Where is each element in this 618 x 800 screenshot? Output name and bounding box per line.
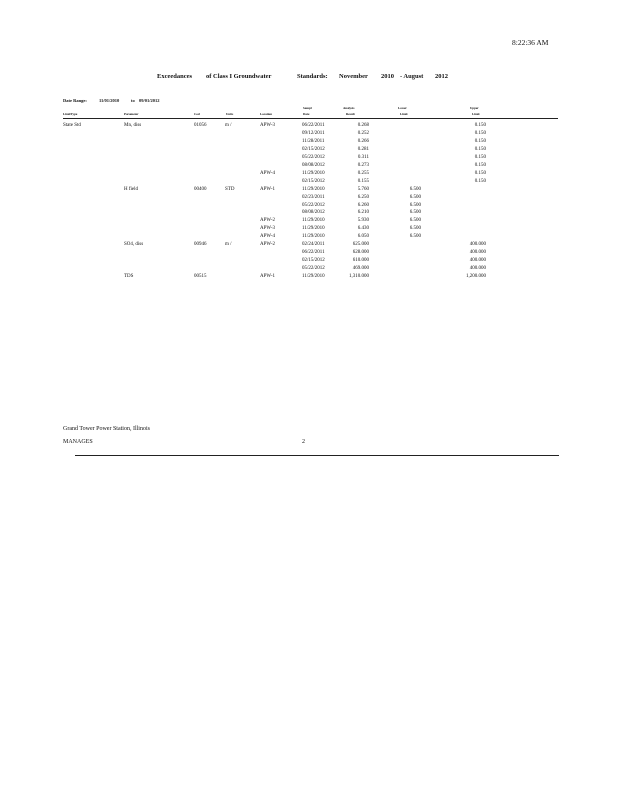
cell-code: 01056: [194, 123, 207, 128]
cell-parameter: H field: [124, 186, 139, 192]
cell-sample-date: 02/15/2012: [302, 258, 325, 264]
cell-result: 0.252: [357, 130, 369, 136]
cell-result: 5.760: [357, 186, 369, 192]
cell-sample-date: 05/22/2012: [302, 154, 325, 160]
header-parameter: Parameter: [124, 112, 139, 116]
cell-code: 00400: [194, 186, 207, 192]
cell-sample-date: 11/29/2010: [302, 234, 325, 240]
cell-code: 00515: [194, 274, 207, 280]
cell-sample-date: 05/22/2012: [302, 202, 325, 208]
cell-lower-limit: 6.500: [409, 234, 421, 240]
cell-sample-date: 05/22/2012: [302, 266, 325, 272]
footer-rule: [75, 455, 559, 456]
cell-sample-date: 11/29/2010: [302, 186, 325, 192]
cell-units: STD: [225, 186, 235, 192]
cell-sample-date: 02/23/2011: [302, 194, 325, 200]
header-sample-2: Date: [303, 112, 310, 116]
cell-upper-limit: 400.000: [469, 266, 486, 272]
cell-upper-limit: 400.000: [469, 242, 486, 248]
cell-location: APW-2: [260, 218, 275, 224]
cell-upper-limit: 400.000: [469, 250, 486, 256]
header-upper-1: Upper: [470, 106, 479, 110]
cell-result: 0.255: [357, 170, 369, 176]
cell-result: 0.155: [357, 178, 369, 184]
cell-location: APW-4: [260, 170, 275, 176]
cell-location: APW-2: [260, 242, 275, 248]
cell-upper-limit: 400.000: [469, 258, 486, 264]
cell-result: 0.268: [357, 123, 369, 128]
title-part: - August: [400, 73, 424, 80]
header-limit-type: LimitType: [63, 112, 78, 116]
cell-result: 6.210: [357, 210, 369, 216]
cell-upper-limit: 0.150: [474, 178, 486, 184]
title-part: 2010: [381, 73, 394, 80]
footer-page-number: 2: [302, 439, 305, 445]
cell-result: 625.000: [352, 242, 369, 248]
cell-sample-date: 11/28/2011: [302, 138, 325, 144]
cell-result: 6.260: [357, 202, 369, 208]
cell-result: 6.250: [357, 194, 369, 200]
cell-units: m /: [225, 242, 232, 248]
cell-lower-limit: 6.500: [409, 194, 421, 200]
cell-result: 6.050: [357, 234, 369, 240]
cell-sample-date: 08/08/2012: [302, 162, 325, 168]
cell-limit-type: State Std: [63, 123, 81, 128]
cell-result: 628.000: [352, 250, 369, 256]
header-location: Location: [260, 112, 273, 116]
date-range-label: Date Range:: [63, 98, 87, 103]
cell-upper-limit: 0.150: [474, 138, 486, 144]
cell-location: APW-1: [260, 274, 275, 280]
cell-sample-date: 02/15/2012: [302, 178, 325, 184]
cell-upper-limit: 0.150: [474, 170, 486, 176]
cell-location: APW-4: [260, 234, 275, 240]
header-units: Units: [226, 112, 234, 116]
cell-sample-date: 11/29/2010: [302, 170, 325, 176]
cell-sample-date: 06/22/2011: [302, 250, 325, 256]
cell-result: 0.311: [357, 154, 369, 160]
cell-upper-limit: 0.150: [474, 154, 486, 160]
cell-result: 610.000: [352, 258, 369, 264]
cell-result: 1,310.000: [349, 274, 369, 280]
cell-upper-limit: 0.150: [474, 146, 486, 152]
cell-result: 5.930: [357, 218, 369, 224]
title-part: of Class I Groundwater: [206, 73, 272, 80]
cell-parameter: SO4, diss: [124, 242, 144, 248]
cell-result: 469.000: [352, 266, 369, 272]
cell-sample-date: 06/22/2011: [302, 123, 325, 128]
title-part: 2012: [435, 73, 448, 80]
cell-sample-date: 08/08/2012: [302, 210, 325, 216]
header-analysis-2: Result: [346, 112, 355, 116]
cell-result: 0.281: [357, 146, 369, 152]
cell-location: APW-3: [260, 123, 275, 128]
cell-result: 0.266: [357, 138, 369, 144]
header-lower-2: Limit: [400, 112, 408, 116]
cell-location: APW-1: [260, 186, 275, 192]
date-range-end: 09/01/2012: [139, 98, 160, 103]
cell-upper-limit: 0.150: [474, 130, 486, 136]
title-part: Standards:: [297, 73, 328, 80]
cell-code: 00946: [194, 242, 207, 248]
cell-lower-limit: 6.500: [409, 202, 421, 208]
report-time: 8:22:36 AM: [512, 38, 549, 47]
cell-sample-date: 11/29/2010: [302, 226, 325, 232]
date-range-start: 11/01/2010: [99, 98, 120, 103]
cell-upper-limit: 1,200.000: [466, 274, 486, 280]
date-range-to: to: [131, 98, 135, 103]
cell-units: m /: [225, 123, 232, 128]
cell-lower-limit: 6.500: [409, 186, 421, 192]
title-part: November: [339, 73, 368, 80]
cell-sample-date: 02/24/2011: [302, 242, 325, 248]
cell-result: 6.430: [357, 226, 369, 232]
header-code: Cod: [194, 112, 200, 116]
cell-sample-date: 02/15/2012: [302, 146, 325, 152]
cell-parameter: Mn, diss: [124, 123, 142, 128]
cell-lower-limit: 6.500: [409, 218, 421, 224]
cell-sample-date: 11/29/2010: [302, 218, 325, 224]
cell-upper-limit: 0.150: [474, 162, 486, 168]
cell-upper-limit: 0.150: [474, 123, 486, 128]
title-part: Exceedances: [157, 73, 193, 80]
header-sample-1: Sampl: [303, 106, 312, 110]
cell-lower-limit: 6.500: [409, 226, 421, 232]
header-analysis-1: Analysis: [343, 106, 355, 110]
footer-site: Grand Tower Power Station, Illinois: [63, 426, 150, 432]
cell-sample-date: 11/29/2010: [302, 274, 325, 280]
cell-result: 0.273: [357, 162, 369, 168]
footer-company: MANAGES: [63, 439, 93, 445]
header-lower-1: Lower: [398, 106, 407, 110]
header-upper-2: Limit: [472, 112, 480, 116]
cell-location: APW-3: [260, 226, 275, 232]
cell-sample-date: 09/12/2011: [302, 130, 325, 136]
cell-lower-limit: 6.500: [409, 210, 421, 216]
cell-parameter: TDS: [124, 274, 134, 280]
header-rule: [63, 118, 558, 119]
